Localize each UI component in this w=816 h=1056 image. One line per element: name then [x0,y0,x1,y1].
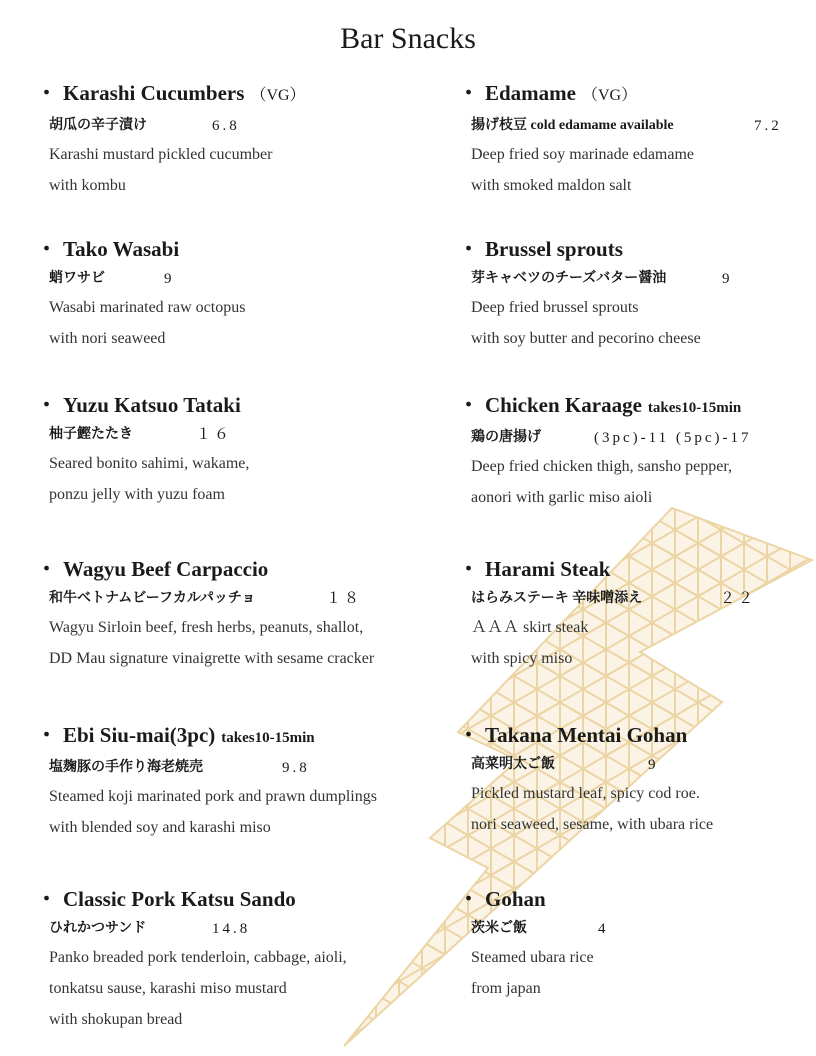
description [36,781,436,843]
description-line: Deep fried chicken thigh, sansho pepper, [471,458,733,475]
japanese-name-text: 胡瓜の辛子漬け [49,118,147,133]
dish-name: Karashi Cucumbers [63,81,245,105]
description-line: Deep fried soy marinade edamame [471,146,695,163]
menu-item [458,556,816,674]
dish-name: Harami Steak [485,557,611,581]
description-line: Wasabi marinated raw octopus [49,299,246,316]
description-line: with kombu [49,177,126,194]
japanese-name-text: 柚子鰹たたき [49,427,133,442]
price: １８ [326,591,363,607]
japanese-name [458,117,816,135]
price: 7.2 [754,118,782,134]
japanese-name [36,426,436,444]
bullet-icon: ・ [458,887,479,911]
price: 9.8 [282,760,310,776]
description [458,139,816,201]
menu-item-name [36,392,436,418]
price: 9 [722,271,733,287]
japanese-name [458,270,816,288]
menu-item-name [458,722,816,748]
description-line: with soy butter and pecorino cheese [471,330,701,347]
japanese-name-text: 塩麹豚の手作り海老焼売 [49,760,203,775]
description-line: with spicy miso [471,650,573,667]
japanese-name-text: 茨米ご飯 [471,921,527,936]
description-line: Wagyu Sirloin beef, fresh herbs, peanuts, shallot, [49,619,364,636]
menu-item [36,556,436,674]
menu-item [36,80,436,201]
bullet-icon: ・ [36,557,57,581]
japanese-name [36,920,436,938]
price: (3pc)-11 (5pc)-17 [594,430,752,446]
bullet-icon: ・ [36,723,57,747]
description-line: ponzu jelly with yuzu foam [49,486,225,503]
menu-item [458,392,816,513]
description-line: ＡＡＡ skirt steak [471,619,589,636]
price: 9 [164,271,175,287]
price: 14.8 [212,921,251,937]
description [458,942,816,1004]
menu-item-name [36,80,436,109]
dish-name: Yuzu Katsuo Tataki [63,393,241,417]
dish-name: Gohan [485,887,546,911]
description [36,612,436,674]
description [458,612,816,674]
dietary-note: （VG） [250,87,306,104]
description-line: Pickled mustard leaf, spicy cod roe. [471,785,700,802]
description [36,942,436,1035]
japanese-name-text: 芽キャベツのチーズバター醤油 [471,271,667,286]
description-line: Deep fried brussel sprouts [471,299,639,316]
description-line: from japan [471,980,541,997]
price: 9 [648,757,659,773]
description [458,451,816,513]
menu-item-name [458,886,816,912]
price: 4 [598,921,609,937]
description-line: DD Mau signature vinaigrette with sesame cracker [49,650,375,667]
description-line: Steamed koji marinated pork and prawn dumplings [49,788,377,805]
description-line: aonori with garlic miso aioli [471,489,653,506]
prep-time-note: takes10-15min [221,730,315,746]
description-line: nori seaweed, sesame, with ubara rice [471,816,714,833]
bullet-icon: ・ [36,237,57,261]
price: ２２ [720,591,757,607]
menu-item [36,236,436,354]
menu-item-name [36,722,436,751]
japanese-name-text: 揚げ枝豆 cold edamame available [471,118,674,133]
dish-name: Edamame [485,81,576,105]
menu-item-name [36,556,436,582]
menu-item [36,722,436,843]
menu-item [36,392,436,510]
bullet-icon: ・ [36,81,57,105]
menu-item [458,886,816,1004]
bullet-icon: ・ [458,557,479,581]
dish-name: Brussel sprouts [485,237,623,261]
description-line: Steamed ubara rice [471,949,594,966]
description-line: Karashi mustard pickled cucumber [49,146,273,163]
japanese-name-text: はらみステーキ 辛味噌添え [471,591,643,606]
menu-item-name [36,236,436,262]
page-title: Bar Snacks [340,22,476,55]
japanese-name [36,759,436,777]
description-line: with shokupan bread [49,1011,183,1028]
dish-name: Chicken Karaage [485,393,642,417]
dietary-note: （VG） [582,87,638,104]
japanese-name [36,117,436,135]
menu-item [458,236,816,354]
japanese-name [458,429,816,447]
price: 6.8 [212,118,240,134]
japanese-name [458,756,816,774]
japanese-name [36,590,436,608]
menu-item-name [458,556,816,582]
description-line: with smoked maldon salt [471,177,632,194]
bullet-icon: ・ [458,393,479,417]
menu-item [458,80,816,201]
bullet-icon: ・ [458,81,479,105]
menu-item-name [458,392,816,421]
description-line: tonkatsu sause, karashi miso mustard [49,980,287,997]
dish-name: Wagyu Beef Carpaccio [63,557,269,581]
japanese-name-text: 蛸ワサビ [49,271,105,286]
dish-name: Ebi Siu-mai(3pc) [63,723,216,747]
dish-name: Classic Pork Katsu Sando [63,887,296,911]
menu-item-name [458,80,816,109]
japanese-name-text: 高菜明太ご飯 [471,757,555,772]
description [36,292,436,354]
description-line: with blended soy and karashi miso [49,819,271,836]
description-line: with nori seaweed [49,330,166,347]
japanese-name-text: 鶏の唐揚げ [471,430,541,445]
menu-item-name [36,886,436,912]
price: １６ [196,427,233,443]
menu-item [36,886,436,1035]
dish-name: Takana Mentai Gohan [485,723,688,747]
bullet-icon: ・ [458,723,479,747]
menu-item [458,722,816,840]
bullet-icon: ・ [36,887,57,911]
japanese-name [36,270,436,288]
japanese-name-text: 和牛ベトナムビーフカルパッチョ [49,591,256,606]
description-line: Seared bonito sahimi, wakame, [49,455,250,472]
description [36,139,436,201]
japanese-name [458,590,816,608]
japanese-name-text: ひれかつサンド [49,921,147,936]
menu-item-name [458,236,816,262]
bullet-icon: ・ [458,237,479,261]
prep-time-note: takes10-15min [647,400,742,416]
description [36,448,436,510]
description [458,292,816,354]
description [458,778,816,840]
description-line: Panko breaded pork tenderloin, cabbage, aioli, [49,949,347,966]
japanese-name [458,920,816,938]
dish-name: Tako Wasabi [63,237,180,261]
bullet-icon: ・ [36,393,57,417]
